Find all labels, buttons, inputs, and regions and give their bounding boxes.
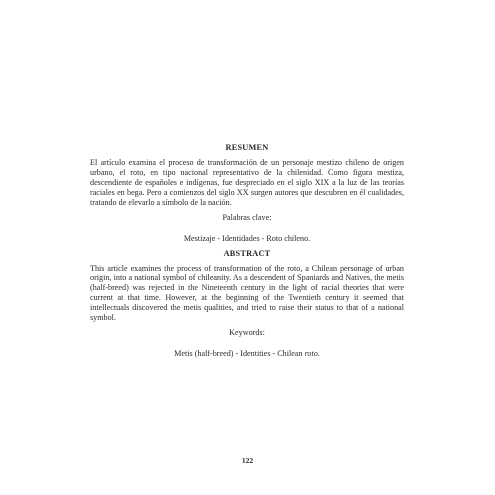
palabras-clave-label: Palabras clave:: [222, 212, 272, 222]
palabras-clave-list: Mestizaje - Identidades - Roto chileno.: [183, 233, 311, 243]
abstract-body: This article examines the process of transformation of the roto, a Chilean personage of urban origin, into a national symbol of chileanity. As a descendent of Spaniards and Natives, the metis (half-breed) was rejected in the Nineteenth century in the light of racial theories that were current at that time. However, at the beginning of the Twentieth century it seemed that intellectuals discovered the metis qualities, and tried to raise their status to that of a national symbol.: [90, 263, 404, 323]
resumen-body: El artículo examina el proceso de transformación de un personaje mestizo chileno de origen urbano, el roto, en tipo nacional representativo de la chilenidad. Como figura mestiza, descendiente de españoles e indígenas, fue despreciado en el siglo XIX a la luz de las teorías raciales en bega. Pero a comienzos del siglo XX surgen autores que descubren en él cualidades, tratando de elevarlo a símbolo de la nación.: [90, 158, 404, 207]
page-number: 122: [241, 456, 254, 465]
keywords-list-italic: roto.: [304, 348, 320, 358]
keywords-list-prefix: Metis (half-breed) - Identities - Chilean: [174, 348, 305, 358]
keywords-label: Keywords:: [229, 327, 265, 337]
document-page: [90, 143, 404, 359]
resumen-heading: RESUMEN: [225, 143, 269, 152]
abstract-heading: ABSTRACT: [223, 248, 271, 258]
keywords-list: [90, 349, 404, 359]
